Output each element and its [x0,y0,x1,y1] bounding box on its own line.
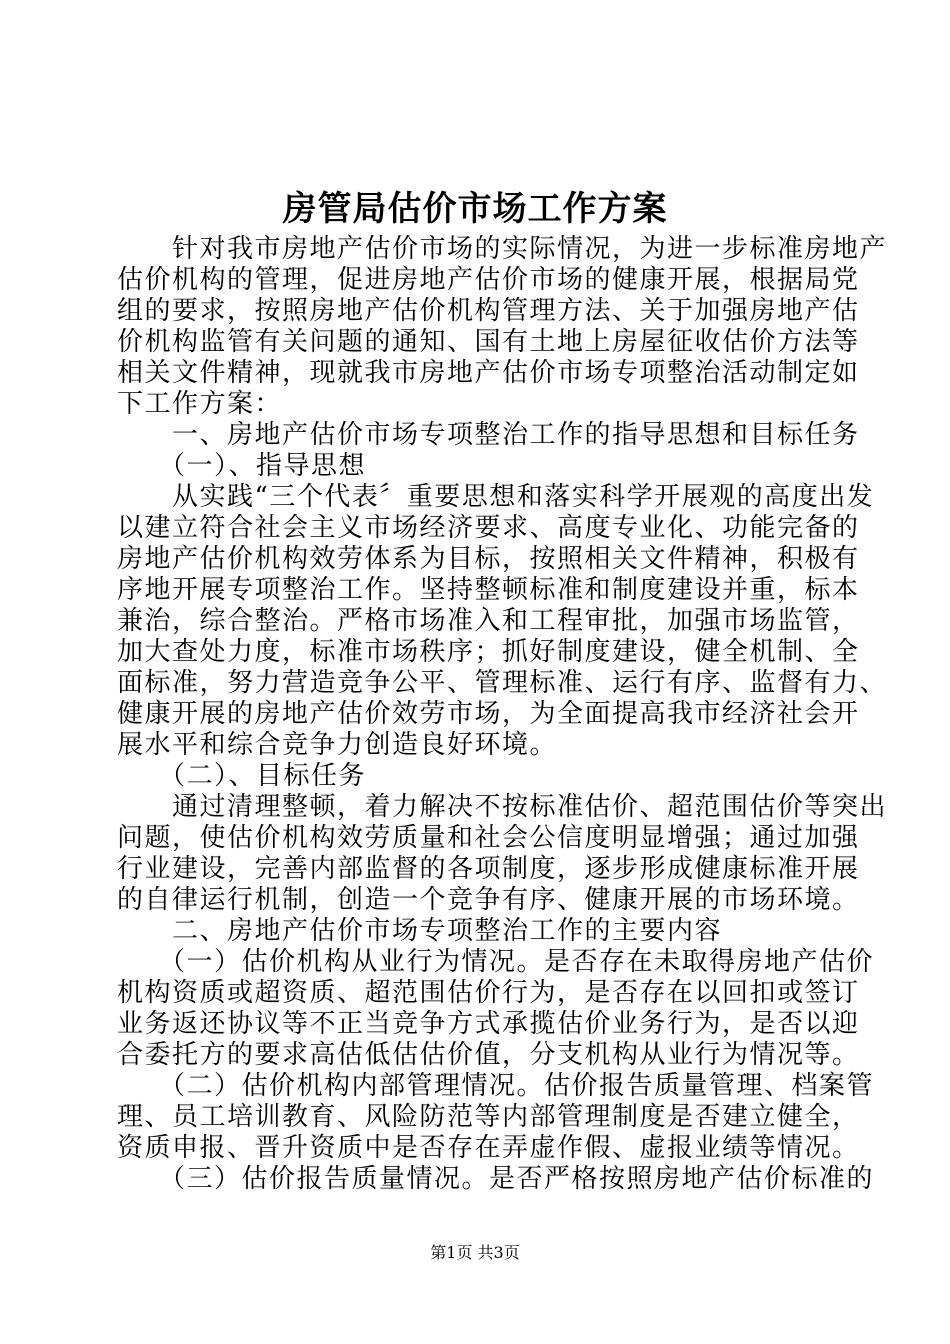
body-line: （三）估价报告质量情况。是否严格按照房地产估价标准的 [117,1164,875,1194]
body-line: 房地产估价机构效劳体系为目标，按照相关文件精神，积极有 [117,544,860,574]
body-line: 通过清理整顿，着力解决不按标准估价、超范围估价等突出 [117,792,888,822]
body-line: （一）估价机构从业行为情况。是否存在未取得房地产估价 [117,947,875,977]
body-line: 价机构监管有关问题的通知、国有土地上房屋征收估价方法等 [117,327,860,357]
body-line: 以建立符合社会主义市场经济要求、高度专业化、功能完备的 [117,513,860,543]
body-line: 从实践“三个代表〞重要思想和落实科学开展观的高度出发 [117,482,875,512]
body-line: 的自律运行机制，创造一个竞争有序、健康开展的市场环境。 [117,885,860,915]
body-line: 理、员工培训教育、风险防范等内部管理制度是否建立健全， [117,1102,860,1132]
body-line: （二）估价机构内部管理情况。估价报告质量管理、档案管 [117,1071,875,1101]
body-line: 兼治，综合整治。严格市场准入和工程审批，加强市场监管， [117,606,860,636]
body-line: 下工作方案： [117,389,283,419]
body-line: 健康开展的房地产估价效劳市场，为全面提高我市经济社会开 [117,699,860,729]
page-footer: 第1页 共3页 [430,1243,520,1262]
body-line: 序地开展专项整治工作。坚持整顿标准和制度建设并重，标本 [117,575,860,605]
subsection-heading: （二）、目标任务 [117,761,367,791]
body-line: 估价机构的管理，促进房地产估价市场的健康开展，根据局党 [117,265,860,295]
body-line: 合委托方的要求高估低估估价值，分支机构从业行为情况等。 [117,1040,860,1070]
body-line: 相关文件精神，现就我市房地产估价市场专项整治活动制定如 [117,358,860,388]
body-line: 行业建设，完善内部监督的各项制度，逐步形成健康标准开展 [117,854,860,884]
body-line: 展水平和综合竞争力创造良好环境。 [117,730,558,760]
body-line: 业务返还协议等不正当竞争方式承揽估价业务行为，是否以迎 [117,1009,860,1039]
body-line: 针对我市房地产估价市场的实际情况，为进一步标准房地产 [117,234,888,264]
body-line: 组的要求，按照房地产估价机构管理方法、关于加强房地产估 [117,296,860,326]
body-line: 面标准，努力营造竞争公平、管理标准、运行有序、监督有力、 [117,668,888,698]
body-line: 资质申报、晋升资质中是否存在弄虚作假、虚报业绩等情况。 [117,1133,860,1163]
body-line: 问题，使估价机构效劳质量和社会公信度明显增强；通过加强 [117,823,860,853]
document-body [117,234,888,1195]
body-line: 机构资质或超资质、超范围估价行为，是否存在以回扣或签订 [117,978,860,1008]
section-heading: 二、房地产估价市场专项整治工作的主要内容 [117,916,723,946]
subsection-heading: （一）、指导思想 [117,451,367,481]
body-line: 加大查处力度，标准市场秩序；抓好制度建设，健全机制、全 [117,637,860,667]
document-title: 房管局估价市场工作方案 [282,189,668,229]
section-heading: 一、房地产估价市场专项整治工作的指导思想和目标任务 [117,420,860,450]
